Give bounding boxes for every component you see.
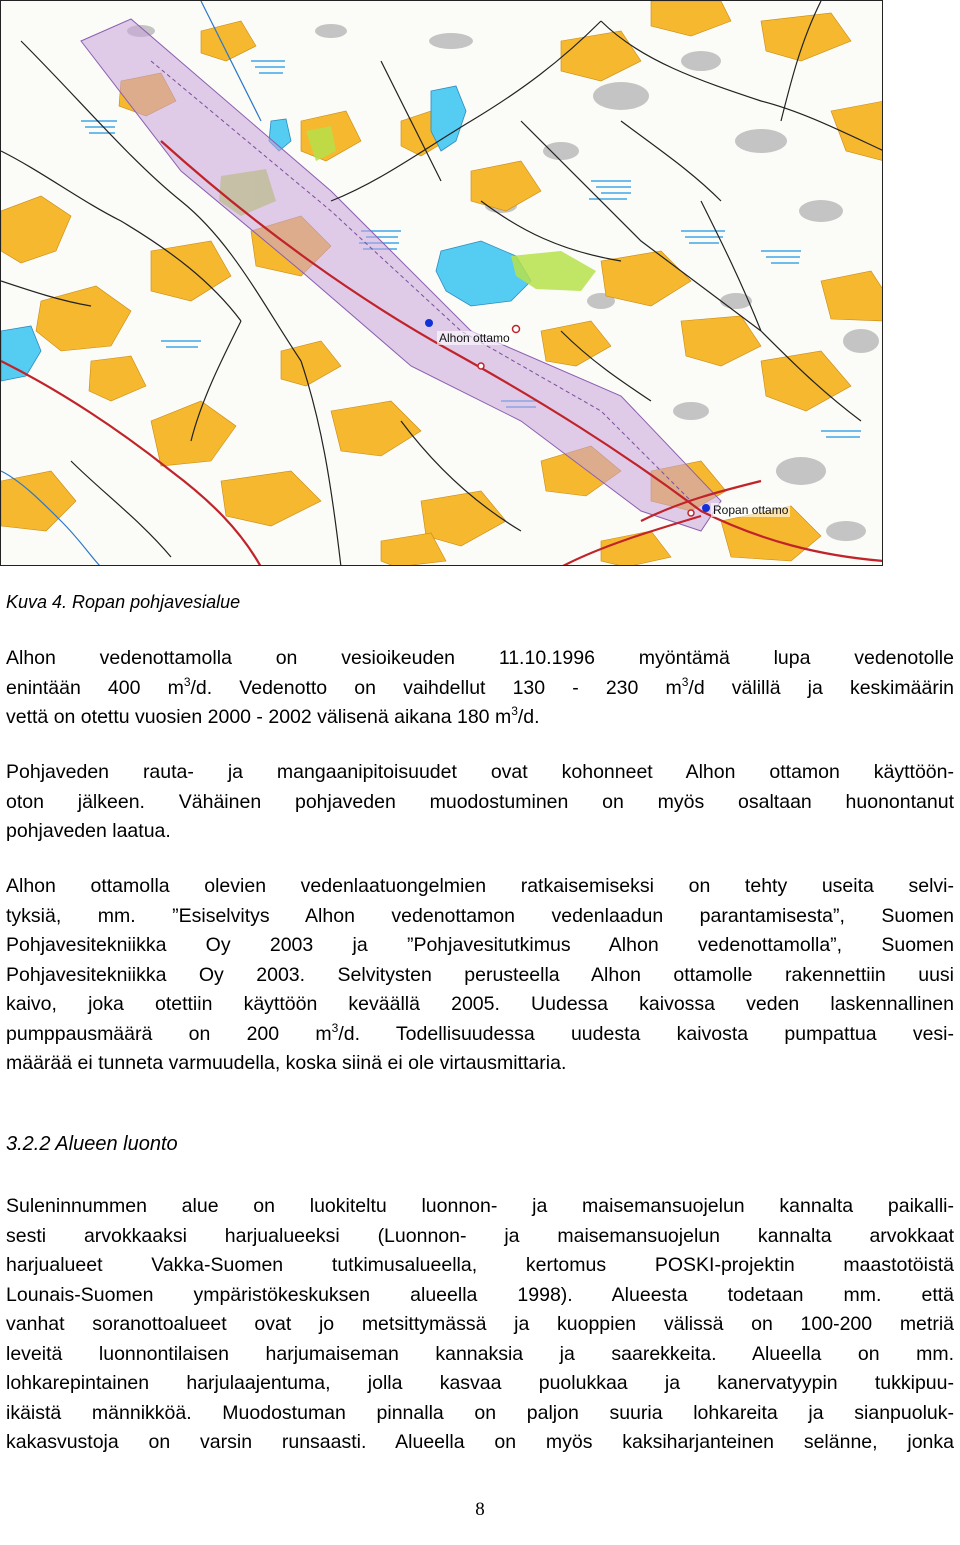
map-label-ropa: Ropan ottamo — [713, 503, 789, 517]
text-line: Pohjaveden rauta- ja mangaanipitoisuudet ovat kohonneet Alhon ottamon käyttöön- — [6, 761, 954, 783]
text-line: Lounais-Suomen ympäristökeskuksen alueella 1998). Alueesta todetaan mm. että — [6, 1283, 954, 1306]
word: vesioikeuden — [341, 647, 456, 669]
word: vedenottamolla — [99, 647, 232, 669]
text-line — [6, 674, 954, 704]
text-segment: vettä on otettu vuosien 2000 - 2002 välisenä aikana 180 m — [6, 706, 512, 728]
superscript: 3 — [681, 674, 689, 689]
text-line: Pohjavesitekniikka Oy 2003 ja ”Pohjavesitutkimus Alhon vedenottamolla”, Suomen — [6, 934, 954, 956]
text-line: pohjaveden laatua. — [6, 820, 171, 842]
text-line: Pohjavesitekniikka Oy 2003. Selvitysten perusteella Alhon ottamolle rakennettiin uusi — [6, 963, 954, 986]
text-line: leveitä luonnontilaisen harjumaiseman kannaksia ja saarekkeita. Alueella on mm. — [6, 1342, 954, 1365]
paragraph-nature — [6, 1192, 954, 1458]
text-line: lohkarepintainen harjulaajentuma, jolla kasvaa puolukkaa ja kanervatyypin tukkipuu- — [6, 1372, 954, 1394]
text-line: Alhon ottamolla olevien vedenlaatuongelmien ratkaisemiseksi on tehty useita selvi- — [6, 875, 954, 897]
text-line: tyksiä, mm. ”Esiselvitys Alhon vedenottamon vedenlaadun parantamisesta”, Suomen — [6, 904, 954, 927]
map-label-alho: Alhon ottamo — [439, 331, 510, 345]
text-line: harjualueet Vakka-Suomen tutkimusalueella, kertomus POSKI-projektin maastotöistä — [6, 1254, 954, 1276]
text-segment: pumppausmäärä on 200 m — [6, 1022, 332, 1045]
text-line: ikäistä männikköä. Muodostuman pinnalla on paljon suuria lohkareita ja sianpuoluk- — [6, 1401, 954, 1424]
paragraph-investigations — [6, 872, 954, 1079]
word: on — [275, 647, 298, 669]
figure-caption: Kuva 4. Ropan pohjavesialue — [6, 592, 241, 612]
text-line — [6, 703, 954, 733]
text-segment: /d. Vedenotto on vaihdellut 130 - 230 m — [190, 676, 682, 699]
word: myöntämä — [638, 647, 730, 669]
section-heading: 3.2.2 Alueen luonto — [6, 1133, 178, 1155]
superscript: 3 — [511, 704, 518, 718]
text-segment: /d. — [517, 706, 540, 728]
text-segment: /d. Todellisuudessa uudesta kaivosta pumpattua vesi- — [338, 1022, 955, 1045]
text-line: Suleninnummen alue on luokiteltu luonnon- ja maisemansuojelun kannalta paikalli- — [6, 1195, 954, 1217]
text-line: kakasvustoja on varsin runsaasti. Alueella on myös kaksiharjanteinen selänne, jonka — [6, 1431, 954, 1453]
text-line: sesti arvokkaaksi harjualueeksi (Luonnon- ja maisemansuojelun kannalta arvokkaat — [6, 1224, 954, 1247]
text-line: oton jälkeen. Vähäinen pohjaveden muodostuminen on myös osaltaan huonontanut — [6, 790, 954, 813]
superscript: 3 — [331, 1020, 339, 1035]
text-line: määrää ei tunneta varmuudella, koska siinä ei ole virtausmittaria. — [6, 1052, 567, 1074]
page-number: 8 — [475, 1499, 485, 1520]
word: lupa — [773, 647, 811, 669]
superscript: 3 — [183, 674, 191, 689]
word: vedenotolle — [854, 647, 954, 669]
paragraph-water-permit — [6, 644, 954, 733]
text-line — [6, 1020, 954, 1050]
text-segment: /d välillä ja keskimäärin — [688, 676, 954, 699]
paragraph-iron-manganese — [6, 758, 954, 847]
groundwater-area-map — [0, 0, 883, 566]
word: 11.10.1996 — [498, 647, 595, 669]
map-graphic — [1, 1, 883, 566]
word: Alhon — [6, 647, 56, 669]
text-line — [6, 644, 954, 674]
text-line: kaivo, joka otettiin käyttöön keväällä 2005. Uudessa kaivossa veden laskennallinen — [6, 993, 954, 1015]
text-segment: enintään 400 m — [6, 676, 184, 699]
text-line: vanhat soranottoalueet ovat jo metsittymässä ja kuoppien välissä on 100-200 metriä — [6, 1313, 954, 1335]
